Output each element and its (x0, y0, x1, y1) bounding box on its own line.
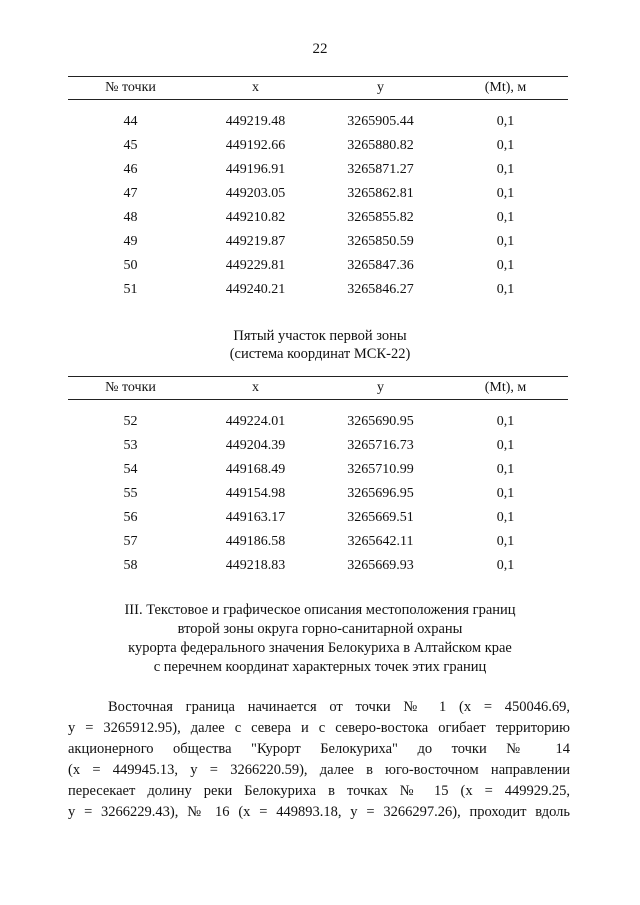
cell-y: 3265710.99 (347, 462, 414, 477)
cell-y: 3265696.95 (347, 486, 414, 501)
cell-mt: 0,1 (496, 162, 515, 177)
cell-x: 449163.17 (225, 510, 286, 525)
cell-y: 3265880.82 (347, 138, 414, 153)
cell-point: 57 (123, 534, 138, 549)
cell-x: 449219.48 (225, 114, 286, 129)
cell-point: 48 (123, 210, 138, 225)
table-row (68, 554, 568, 578)
cell-point: 58 (123, 558, 138, 573)
cell-mt: 0,1 (496, 510, 515, 525)
cell-point: 53 (123, 438, 138, 453)
header-point: № точки (68, 77, 193, 100)
cell-y: 3265855.82 (347, 210, 414, 225)
cell-point: 55 (123, 486, 138, 501)
header-mt: (Mt), м (443, 77, 568, 100)
table-row (68, 254, 568, 278)
cell-x: 449218.83 (225, 558, 286, 573)
table-row (68, 434, 568, 458)
cell-mt: 0,1 (496, 234, 515, 249)
cell-x: 449186.58 (225, 534, 286, 549)
cell-point: 52 (123, 414, 138, 429)
cell-point: 47 (123, 186, 138, 201)
cell-x: 449229.81 (225, 258, 286, 273)
paragraph-line: y = 3265912.95), далее с севера и с северо-востока огибает территорию (68, 720, 570, 736)
cell-point: 51 (123, 282, 138, 297)
paragraph-line: (x = 449945.13, y = 3266220.59), далее в юго-восточном направлении (68, 762, 570, 778)
table-row (68, 206, 568, 230)
section-title: Пятый участок первой зоны (233, 328, 407, 344)
cell-point: 46 (123, 162, 138, 177)
cell-y: 3265871.27 (347, 162, 414, 177)
table-row (68, 506, 568, 530)
cell-mt: 0,1 (496, 282, 515, 297)
table-row (68, 158, 568, 182)
cell-point: 45 (123, 138, 138, 153)
cell-y: 3265862.81 (347, 186, 414, 201)
header-y: y (318, 77, 443, 100)
cell-mt: 0,1 (496, 486, 515, 501)
table-row (68, 278, 568, 302)
cell-y: 3265850.59 (347, 234, 414, 249)
coordinates-table-1 (68, 76, 568, 302)
cell-point: 50 (123, 258, 138, 273)
section-heading-line: курорта федерального значения Белокуриха в Алтайском крае (128, 640, 512, 656)
cell-mt: 0,1 (496, 210, 515, 225)
cell-y: 3265905.44 (347, 114, 414, 129)
paragraph-line: y = 3266229.43), № 16 (x = 449893.18, y = 3266297.26), проходит вдоль (68, 804, 570, 820)
cell-x: 449154.98 (225, 486, 286, 501)
table-row (68, 410, 568, 434)
table-row (68, 230, 568, 254)
cell-y: 3265642.11 (347, 534, 414, 549)
header-y: y (318, 377, 443, 400)
cell-mt: 0,1 (496, 114, 515, 129)
cell-mt: 0,1 (496, 258, 515, 273)
cell-x: 449240.21 (225, 282, 286, 297)
table-row (68, 134, 568, 158)
section-heading-line: с перечнем координат характерных точек этих границ (153, 659, 487, 675)
table-row (68, 458, 568, 482)
cell-mt: 0,1 (496, 138, 515, 153)
cell-mt: 0,1 (496, 558, 515, 573)
cell-y: 3265669.51 (347, 510, 414, 525)
paragraph-line: акционерного общества "Курорт Белокуриха" до точки № 14 (68, 741, 570, 757)
cell-mt: 0,1 (496, 534, 515, 549)
cell-point: 49 (123, 234, 138, 249)
coordinate-system-label: (система координат МСК-22) (229, 346, 411, 362)
cell-y: 3265716.73 (347, 438, 414, 453)
table-row (68, 182, 568, 206)
cell-y: 3265669.93 (347, 558, 414, 573)
header-point: № точки (68, 377, 193, 400)
cell-point: 44 (123, 114, 138, 129)
header-mt: (Mt), м (443, 377, 568, 400)
cell-mt: 0,1 (496, 186, 515, 201)
cell-x: 449219.87 (225, 234, 286, 249)
table-header-row (68, 377, 568, 400)
header-x: x (193, 377, 318, 400)
table-row (68, 482, 568, 506)
table-row (68, 530, 568, 554)
coordinates-table-2 (68, 376, 568, 578)
section-heading-line: второй зоны округа горно-санитарной охраны (177, 621, 463, 637)
cell-x: 449168.49 (225, 462, 286, 477)
header-x: x (193, 77, 318, 100)
cell-y: 3265846.27 (347, 282, 414, 297)
cell-point: 54 (123, 462, 138, 477)
cell-mt: 0,1 (496, 414, 515, 429)
page-number: 22 (312, 41, 328, 57)
table-header-row (68, 77, 568, 100)
cell-y: 3265847.36 (347, 258, 414, 273)
cell-x: 449224.01 (225, 414, 286, 429)
cell-point: 56 (123, 510, 138, 525)
cell-y: 3265690.95 (347, 414, 414, 429)
cell-x: 449196.91 (225, 162, 286, 177)
cell-x: 449203.05 (225, 186, 286, 201)
paragraph-line: Восточная граница начинается от точки № 1 (x = 450046.69, (108, 699, 570, 715)
cell-mt: 0,1 (496, 438, 515, 453)
cell-x: 449204.39 (225, 438, 286, 453)
table-row (68, 110, 568, 134)
cell-x: 449210.82 (225, 210, 286, 225)
cell-x: 449192.66 (225, 138, 286, 153)
paragraph-line: пересекает долину реки Белокуриха в точках № 15 (x = 449929.25, (68, 783, 570, 799)
section-heading-line: III. Текстовое и графическое описания местоположения границ (124, 602, 516, 618)
cell-mt: 0,1 (496, 462, 515, 477)
